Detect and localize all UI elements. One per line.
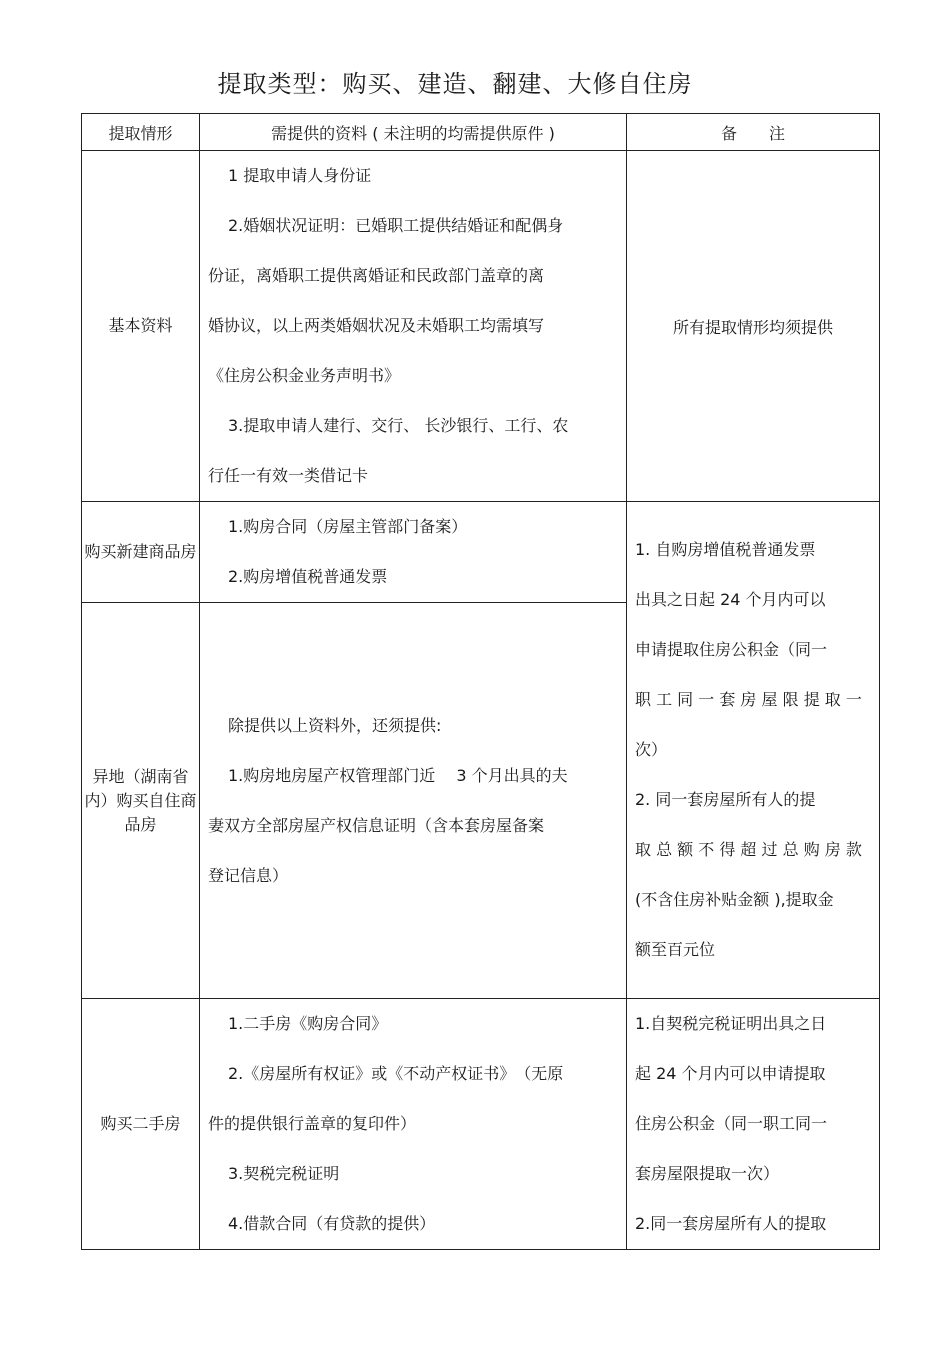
- remark-line: (不含住房补贴金额 ),提取金: [635, 890, 834, 909]
- case-other-place: 异地（湖南省内）购买自住商品房: [82, 603, 200, 999]
- header-case: 提取情形: [82, 114, 200, 151]
- material-line: 除提供以上资料外，还须提供:: [228, 715, 442, 735]
- remark-line: 起 24 个月内可以申请提取: [635, 1064, 826, 1083]
- material-line: 1.二手房《购房合同》: [228, 1014, 388, 1033]
- material-line: 婚协议，以上两类婚姻状况及未婚职工均需填写: [208, 316, 545, 335]
- remark-line: 2.同一套房屋所有人的提取: [635, 1214, 827, 1233]
- table-row-second-hand: [82, 999, 880, 1250]
- remark-line: 1. 自购房增值税普通发票: [635, 540, 816, 559]
- table-header-row: [82, 114, 880, 151]
- withdrawal-table: [81, 113, 880, 1250]
- material-line: 登记信息）: [208, 865, 289, 885]
- material-line: 3.提取申请人建行、交行、 长沙银行、工行、农: [228, 416, 569, 435]
- remark-line: 职 工 同 一 套 房 屋 限 提 取 一: [635, 690, 862, 709]
- materials-new-house: [200, 502, 627, 603]
- remark-line: 申请提取住房公积金（同一: [635, 640, 828, 659]
- remark-line: 2. 同一套房屋所有人的提: [635, 790, 816, 809]
- table-row-basic: [82, 151, 880, 502]
- material-line: 《住房公积金业务声明书》: [208, 366, 401, 385]
- remark-second-hand: [627, 999, 880, 1250]
- material-line: 行任一有效一类借记卡: [208, 466, 369, 485]
- material-line: 3.契税完税证明: [228, 1164, 340, 1183]
- materials-other-place: [200, 603, 627, 999]
- header-remarks: 备 注: [627, 114, 880, 151]
- remark-line: 额至百元位: [635, 940, 716, 959]
- materials-second-hand: [200, 999, 627, 1250]
- material-line: 份证，离婚职工提供离婚证和民政部门盖章的离: [208, 266, 545, 285]
- header-materials: 需提供的资料 ( 未注明的均需提供原件 ): [200, 114, 627, 151]
- case-basic: 基本资料: [82, 151, 200, 502]
- remark-basic: 所有提取情形均须提供: [627, 151, 880, 502]
- remark-line: 次）: [635, 740, 668, 759]
- remark-line: 取 总 额 不 得 超 过 总 购 房 款: [635, 840, 862, 859]
- material-line: 1.购房地房屋产权管理部门近 3 个月出具的夫: [228, 765, 568, 785]
- material-line: 妻双方全部房屋产权信息证明（含本套房屋备案: [208, 815, 545, 835]
- remark-line: 套房屋限提取一次）: [635, 1164, 780, 1183]
- case-second-hand: 购买二手房: [82, 999, 200, 1250]
- materials-basic: [200, 151, 627, 502]
- material-line: 1 提取申请人身份证: [228, 166, 372, 185]
- remark-line: 1.自契税完税证明出具之日: [635, 1014, 827, 1033]
- material-line: 1.购房合同（房屋主管部门备案）: [228, 517, 468, 536]
- material-line: 2.《房屋所有权证》或《不动产权证书》 （无原: [228, 1064, 564, 1083]
- remark-line: 住房公积金（同一职工同一: [635, 1114, 828, 1133]
- case-new-house: 购买新建商品房: [82, 502, 200, 603]
- remark-purchase: [627, 502, 880, 999]
- material-line: 2.婚姻状况证明：已婚职工提供结婚证和配偶身: [228, 216, 564, 235]
- page-title: 提取类型：购买、建造、翻建、大修自住房: [217, 70, 693, 98]
- material-line: 件的提供银行盖章的复印件）: [208, 1114, 417, 1133]
- table-row-new-house: [82, 502, 880, 603]
- material-line: 4.借款合同（有贷款的提供）: [228, 1214, 436, 1233]
- remark-line: 出具之日起 24 个月内可以: [635, 590, 826, 609]
- material-line: 2.购房增值税普通发票: [228, 567, 388, 586]
